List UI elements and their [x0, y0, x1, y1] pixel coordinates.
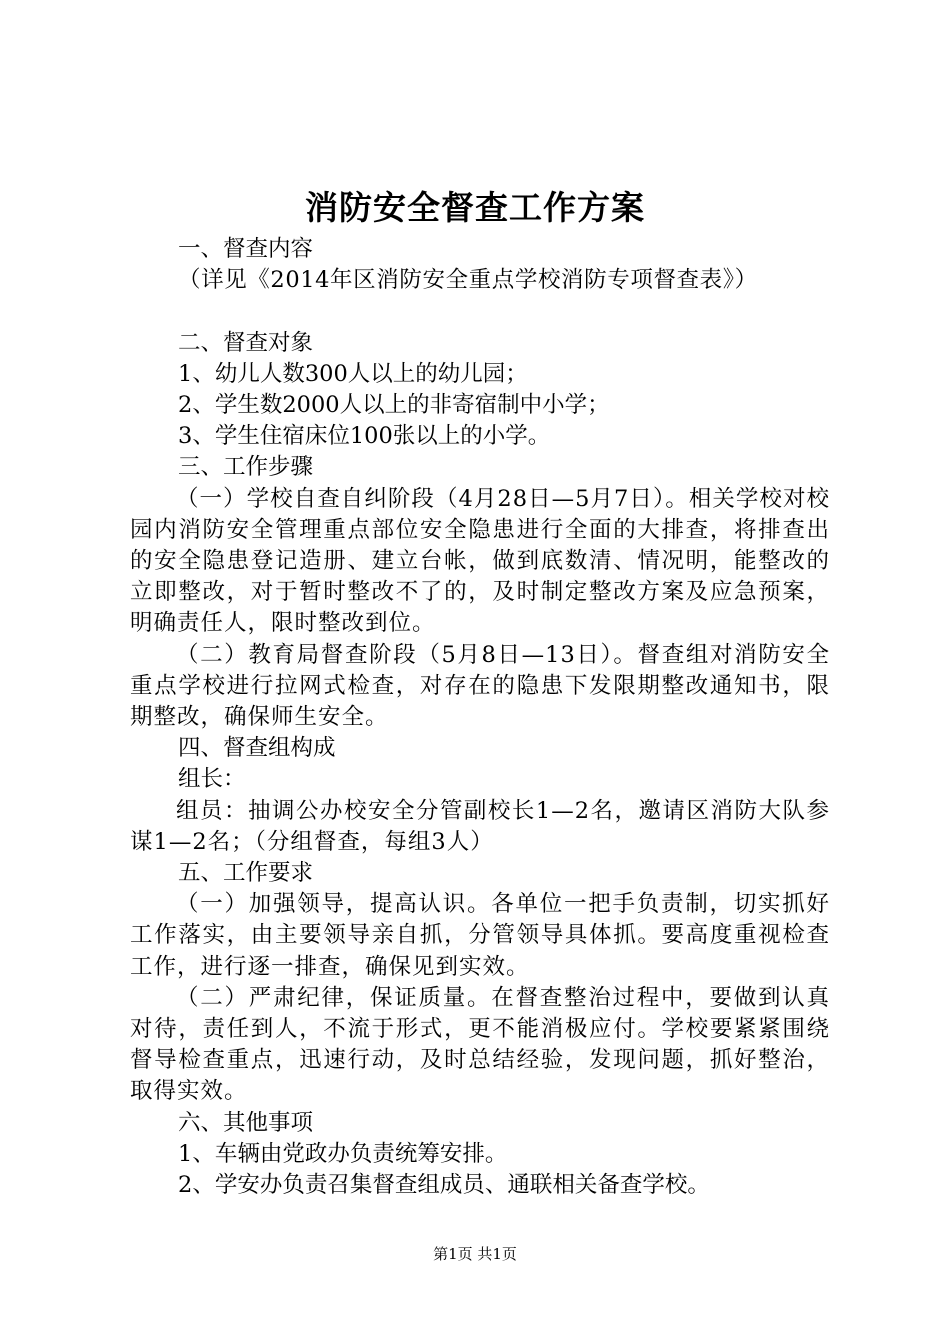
content-reference: （详见《2014年区消防安全重点学校消防专项督查表》） [178, 267, 758, 294]
step-2-paragraph: （二）教育局督查阶段（5月8日—13日）。督查组对消防安全重点学校进行拉网式检查，对存在的隐患下发限期整改通知书，限期整改，确保师生安全。 [130, 641, 830, 731]
blank-line [130, 296, 830, 327]
target-item-3: 3、学生住宿床位100张以上的小学。 [178, 423, 551, 450]
document-body [130, 234, 830, 1201]
section-heading-requirements: 五、工作要求 [178, 860, 314, 887]
step-1-paragraph: （一）学校自查自纠阶段（4月28日—5月7日）。相关学校对校园内消防安全管理重点部位安全隐患进行全面的大排查，将排查出的安全隐患登记造册、建立台帐，做到底数清、情况明，能整改的立即整改，对于暂时整改不了的，及时制定整改方案及应急预案，明确责任人，限时整改到位。 [130, 485, 830, 637]
section-heading-steps: 三、工作步骤 [178, 454, 314, 481]
other-item-1: 1、车辆由党政办负责统筹安排。 [178, 1140, 508, 1167]
section-heading-team: 四、督查组构成 [178, 735, 336, 762]
document-title: 消防安全督查工作方案 [305, 188, 645, 227]
team-leader-line: 组长： [178, 766, 246, 793]
requirement-2-paragraph: （二）严肃纪律，保证质量。在督查整治过程中，要做到认真对待，责任到人，不流于形式，更不能消极应付。学校要紧紧围绕督导检查重点，迅速行动，及时总结经验，发现问题，抓好整治，取得实效。 [130, 984, 830, 1105]
target-item-1: 1、幼儿人数300人以上的幼儿园； [178, 360, 528, 387]
target-item-2: 2、学生数2000人以上的非寄宿制中小学； [178, 392, 610, 418]
page-footer: 第1页 共1页 [433, 1245, 517, 1263]
section-heading-other: 六、其他事项 [178, 1109, 314, 1136]
section-heading-content: 一、督查内容 [178, 236, 314, 262]
team-members-paragraph: 组员：抽调公办校安全分管副校长1—2名，邀请区消防大队参谋1—2名；（分组督查，每组3人） [130, 797, 830, 855]
other-item-2: 2、学安办负责召集督查组成员、通联相关备查学校。 [178, 1172, 710, 1199]
requirement-1-paragraph: （一）加强领导，提高认识。各单位一把手负责制，切实抓好工作落实，由主要领导亲自抓，分管领导具体抓。要高度重视检查工作，进行逐一排查，确保见到实效。 [130, 891, 830, 980]
section-heading-targets: 二、督查对象 [178, 329, 314, 356]
